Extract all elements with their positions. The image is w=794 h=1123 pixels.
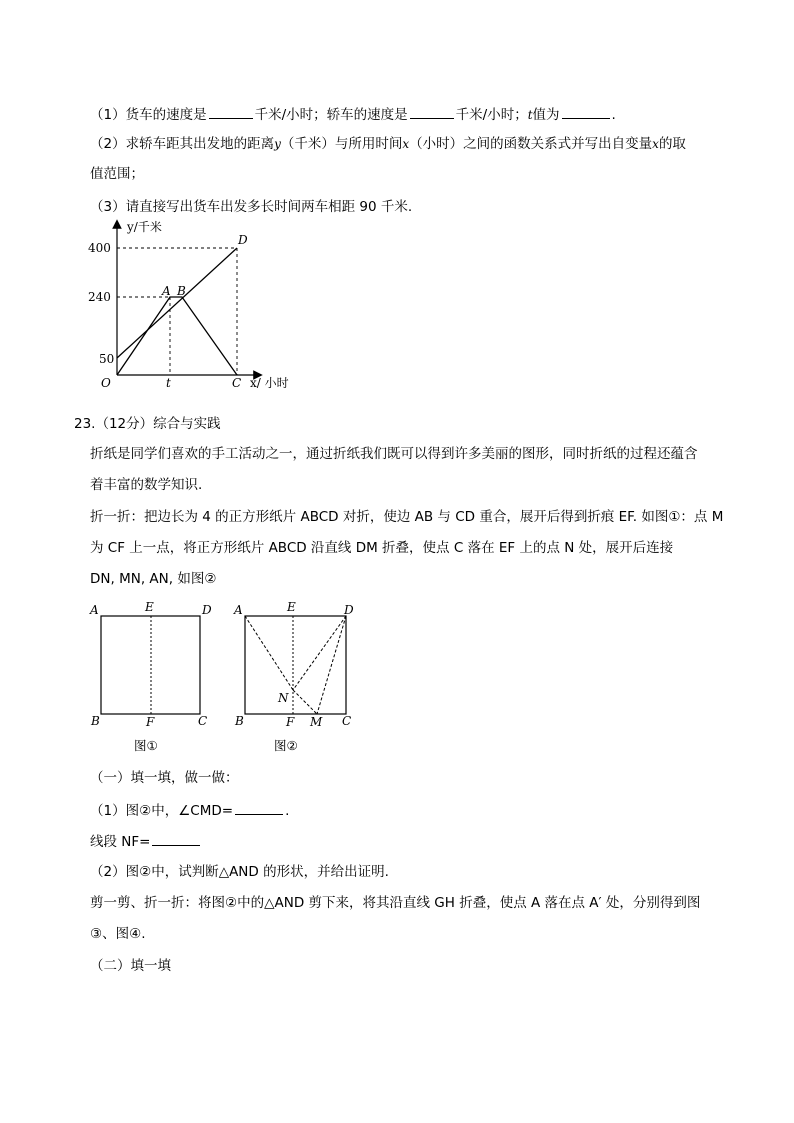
q1-text-c: 千米/小时； [455,107,528,123]
point-a-label: A [162,284,171,298]
q1-text-b: 千米/小时；轿车的速度是 [254,107,408,123]
sub-question-1a [90,800,289,821]
fig2-caption: 图② [274,738,298,753]
fig2-b: B [235,714,244,728]
truck-line [117,297,237,375]
cut-fold-1 [90,893,700,913]
car-line [117,248,237,358]
figure-2 [228,598,368,756]
fig2-e: E [287,600,296,614]
q23-header-text: 23.（12分）综合与实践 [74,416,221,432]
answer-blank-t[interactable] [562,104,610,119]
q23-fold-1 [90,507,723,527]
fig2-d: D [344,603,354,617]
q23-fold-3 [90,569,216,589]
fig2-c: C [342,714,352,728]
q23-intro-1 [90,444,698,464]
var-y: y [274,137,281,151]
y-axis-label: y/千米 [127,220,162,234]
sub-question-1b [90,831,202,852]
fig1-c: C [198,714,208,728]
sub-question-2-text: （2）图②中，试判断△AND 的形状，并给出证明. [90,864,389,880]
sub-question-1b-text: 线段 NF= [90,834,151,850]
segment-an [245,616,293,690]
fig2-f: F [286,715,295,729]
figure-1 [86,598,216,756]
var-t: t [527,108,533,122]
square-abcd-2 [245,616,346,714]
tick-50: 50 [99,352,115,366]
distance-time-graph [80,218,310,396]
fig1-b: B [91,714,100,728]
q2-text-c: （小时）之间的函数关系式并写出自变量 [409,136,653,152]
fig1-e: E [145,600,154,614]
cut-fold-1-text: 剪一剪、折一折：将图②中的△AND 剪下来，将其沿直线 GH 折叠，使点 A 落在点 A′ 处，分别得到图 [90,895,701,911]
q2-text-a: （2）求轿车距其出发地的距离 [90,136,275,152]
sub-question-1a-end: . [285,803,290,819]
fig2-m: M [310,715,323,729]
sub-question-2 [90,862,389,882]
question-2-line-2 [90,164,144,184]
fig1-d: D [202,603,212,617]
tick-400: 400 [88,241,111,255]
fig2-n: N [278,691,289,705]
fig1-f: F [146,715,155,729]
q23-intro-2 [90,475,202,495]
fig2-a: A [234,603,243,617]
section-2-text: （二）填一填 [90,958,171,974]
q2-text-b: （千米）与所用时间 [280,136,403,152]
point-b-label: B [177,284,186,298]
question-1-line [90,104,616,125]
q1-text-a: （1）货车的速度是 [90,107,207,123]
q23-fold-1-text: 折一折：把边长为 4 的正方形纸片 ABCD 对折，使边 AB 与 CD 重合，展开后得到折痕 EF. 如图①：点 M [90,509,724,525]
q2-text-e: 值范围； [90,166,144,182]
fig1-caption: 图① [134,738,158,753]
q23-fold-2 [90,538,673,558]
question-2-line [90,134,686,154]
q1-text-d: 值为 [532,107,560,123]
sub-question-1a-text: （1）图②中，∠CMD= [90,803,234,819]
segment-dn [293,616,346,690]
q23-intro-2-text: 着丰富的数学知识. [90,477,203,493]
answer-blank-angle-cmd[interactable] [235,800,283,815]
section-2-header [90,956,171,976]
cut-fold-2-text: ③、图④. [90,926,146,942]
answer-blank-truck-speed[interactable] [209,104,253,119]
var-x-2: x [652,137,659,151]
x-axis-label: x/ 小时 [250,376,289,390]
q23-fold-3-text: DN, MN, AN, 如图② [90,571,217,587]
q2-text-d: 的取 [658,136,686,152]
var-x: x [402,137,410,151]
segment-dm [317,616,346,714]
section-1-header [90,768,239,788]
t-label: t [166,376,171,390]
point-c-label: C [232,376,242,390]
answer-blank-car-speed[interactable] [410,104,454,119]
question-3-line [90,197,412,217]
cut-fold-2 [90,924,146,944]
q3-text: （3）请直接写出货车出发多长时间两车相距 90 千米. [90,199,413,215]
q23-fold-2-text: 为 CF 上一点，将正方形纸片 ABCD 沿直线 DM 折叠，使点 C 落在 EF 上的点 N 处，展开后连接 [90,540,674,556]
section-1-text: （一）填一填，做一做： [90,770,239,786]
point-d-label: D [238,233,248,247]
segment-mn [293,690,317,714]
answer-blank-nf[interactable] [152,831,200,846]
q1-end: . [611,107,616,123]
fig1-a: A [90,603,99,617]
origin-label: O [101,376,111,390]
tick-240: 240 [88,290,111,304]
q23-header [74,414,221,434]
q23-intro-1-text: 折纸是同学们喜欢的手工活动之一，通过折纸我们既可以得到许多美丽的图形，同时折纸的过程还蕴含 [90,446,698,462]
